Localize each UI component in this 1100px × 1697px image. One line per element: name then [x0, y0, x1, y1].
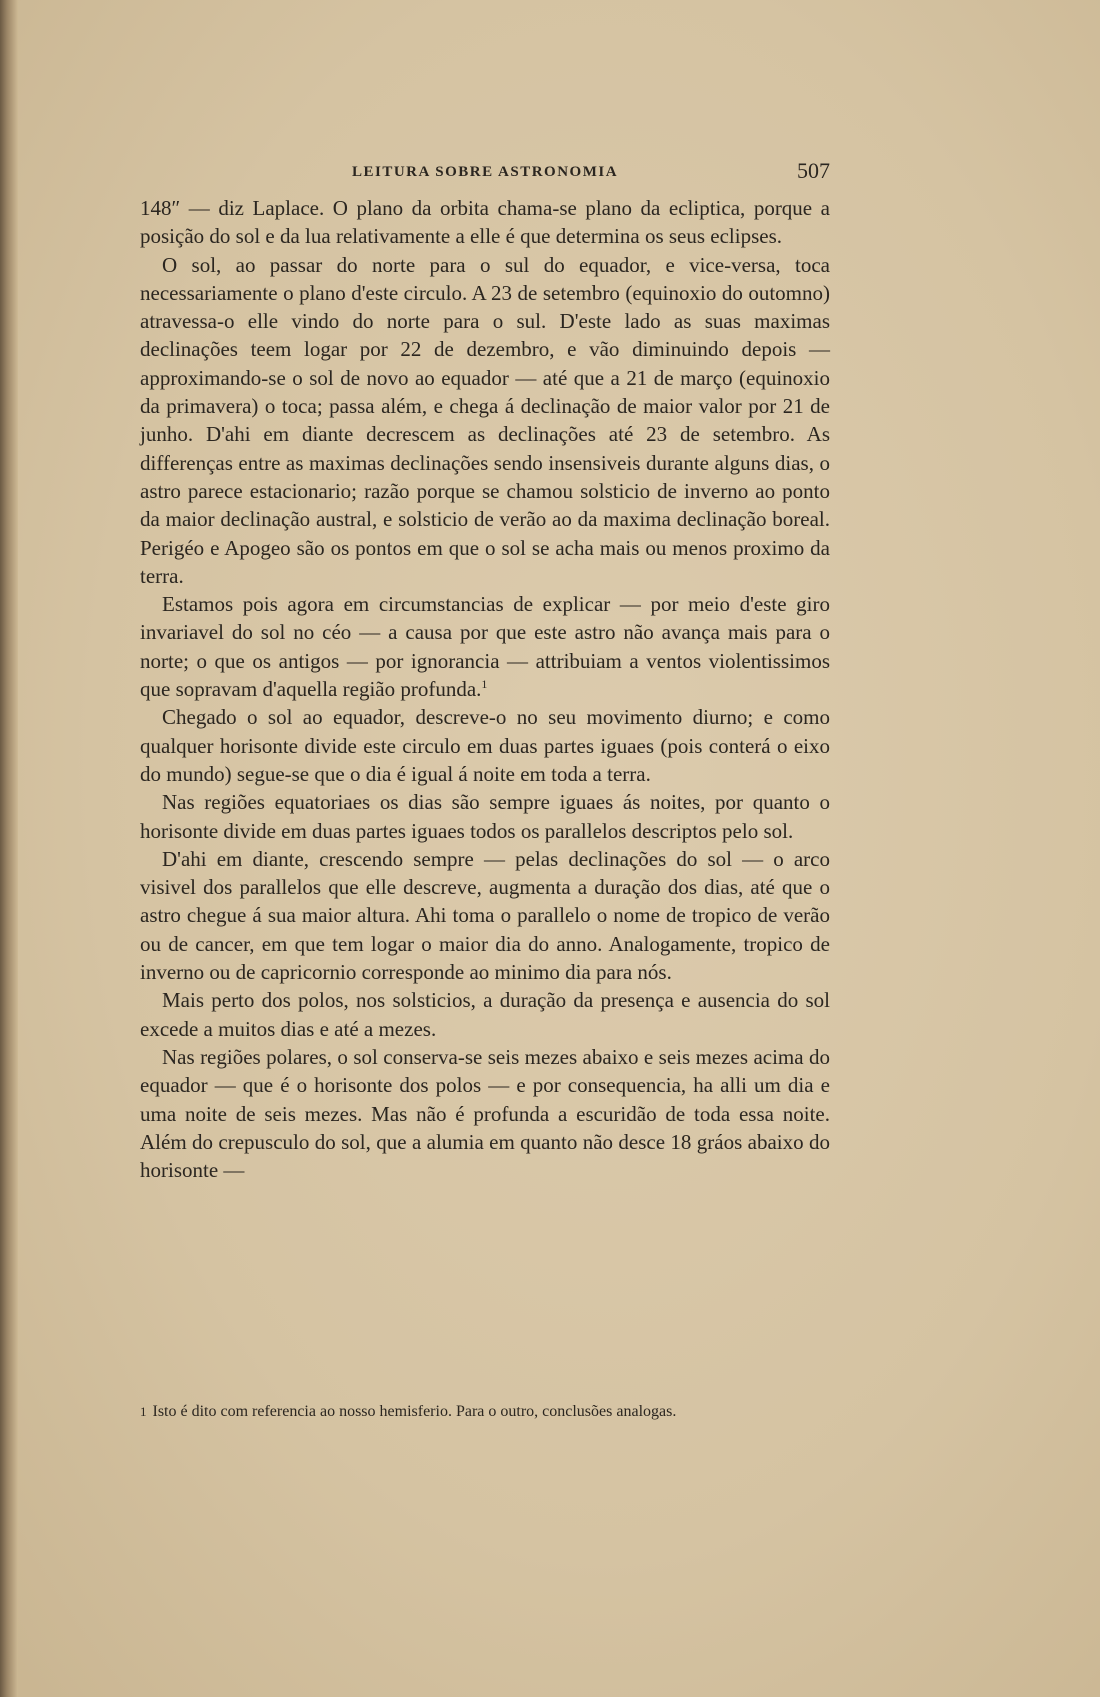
- paragraph-8: Nas regiões polares, o sol conserva-se seis mezes abaixo e seis mezes acima do equador — que é o horisonte dos polos — e por consequencia, ha alli um dia e uma noite de seis mezes. Mas não é profunda a escuridão de toda essa noite. Além do crepusculo do sol, que a alumia em quanto não desce 18 gráos abaixo do horisonte —: [140, 1044, 830, 1183]
- footnote-text: Isto é dito com referencia ao nosso hemisferio. Para o outro, conclusões analogas.: [152, 1403, 677, 1420]
- footnote-mark: 1: [140, 1404, 147, 1419]
- page-spine-shadow: [0, 0, 18, 1697]
- running-title: LEITURA SOBRE ASTRONOMIA: [351, 164, 619, 180]
- page-number: 507: [797, 158, 830, 183]
- footnote-reference: 1: [481, 677, 488, 692]
- paragraph-7: Mais perto dos polos, nos solsticios, a duração da presença e ausencia do sol excede a muitos dias e até a mezes.: [140, 988, 830, 1041]
- paragraph-1: 148″ — diz Laplace. O plano da orbita chama-se plano da ecliptica, porque a posição do sol e da lua relativamente a elle é que determina os seus eclipses.: [140, 196, 830, 249]
- paragraph-2: O sol, ao passar do norte para o sul do equador, e vice-versa, toca necessariamente o plano d'este circulo. A 23 de setembro (equinoxio do outomno) atravessa-o elle vindo do norte para o sul. D'este lado as suas maximas declinações teem logar por 22 de dezembro, e vão diminuindo depois — approximando-se o sol de novo ao equador — até que a 21 de março (equinoxio da primavera) o toca; passa além, e chega á declinação de maior valor por 21 de junho. D'ahi em diante decrescem as declinações até 23 de setembro. As differenças entre as maximas declinações sendo insensiveis durante alguns dias, o astro parece estacionario; razão porque se chamou solsticio de inverno ao ponto da maior declinação austral, e solsticio de verão ao da maxima declinação boreal. Perigéo e Apogeo são os pontos em que o sol se acha mais ou menos proximo da terra.: [140, 252, 830, 588]
- body-text: [140, 194, 830, 1184]
- paragraph-3: [140, 590, 830, 703]
- paragraph-6: D'ahi em diante, crescendo sempre — pelas declinações do sol — o arco visivel dos parallelos que elle descreve, augmenta a duração dos dias, até que o astro chegue á sua maior altura. Ahi toma o parallelo o nome de tropico de verão ou de cancer, em que tem logar o maior dia do anno. Analogamente, tropico de inverno ou de capricornio corresponde ao minimo dia para nós.: [140, 846, 830, 985]
- footnote: [140, 1402, 830, 1422]
- page-header: [140, 158, 830, 188]
- paragraph-5: Nas regiões equatoriaes os dias são sempre iguaes ás noites, por quanto o horisonte divide em duas partes iguaes todos os parallelos descriptos pelo sol.: [140, 790, 830, 843]
- paragraph-4: Chegado o sol ao equador, descreve-o no seu movimento diurno; e como qualquer horisonte divide este circulo em duas partes iguaes (pois conterá o eixo do mundo) segue-se que o dia é igual á noite em toda a terra.: [140, 705, 830, 786]
- paragraph-3-text: Estamos pois agora em circumstancias de explicar — por meio d'este giro invariavel do sol no céo — a causa por que este astro não avança mais para o norte; o que os antigos — por ignorancia — attribuiam a ventos violentissimos que sopravam d'aquella região profunda.: [140, 592, 830, 702]
